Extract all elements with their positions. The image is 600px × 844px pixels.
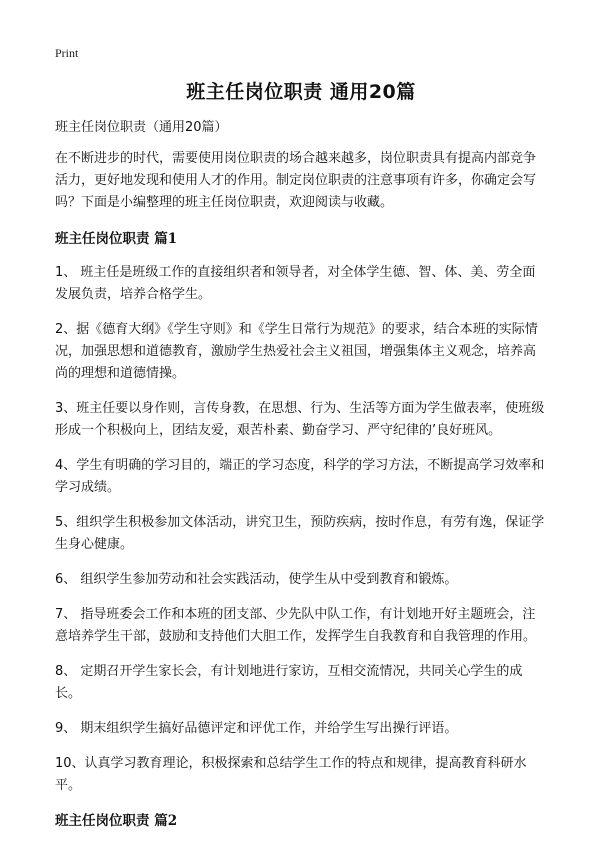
duty-item-2: 2、据《德育大纲》《学生守则》和《学生日常行为规范》的要求，结合本班的实际情况，加强思想和道德教育，激励学生热爱社会主义祖国，增强集体主义观念，培养高尚的理想和道德情操。 xyxy=(55,322,538,381)
duty-item-1: 1、 班主任是班级工作的直接组织者和领导者，对全体学生德、智、体、美、劳全面发展负责，培养合格学生。 xyxy=(55,265,536,302)
section-heading-2: 班主任岗位职责 篇2 xyxy=(55,813,178,829)
document-body xyxy=(55,78,547,844)
document-subtitle: 班主任岗位职责（通用20篇） xyxy=(55,120,228,135)
duty-item-8: 8、 定期召开学生家长会，有计划地进行家访，互相交流情况，共同关心学生的成长。 xyxy=(55,664,523,701)
duty-item-7: 7、 指导班委会工作和本班的团支部、少先队中队工作，有计划地开好主题班会，注意培养学生干部，鼓励和支持他们大胆工作，发挥学生自我教育和自我管理的作用。 xyxy=(55,607,537,644)
duty-item-10: 10、认真学习教育理论，积极探索和总结学生工作的特点和规律，提高教育科研水平。 xyxy=(55,756,527,793)
duty-item-5: 5、组织学生积极参加文体活动，讲究卫生，预防疾病，按时作息，有劳有逸，保证学生身心健康。 xyxy=(55,515,545,552)
duty-item-9: 9、 期末组织学生搞好品德评定和评优工作，并给学生写出操行评语。 xyxy=(55,721,458,736)
duty-item-3: 3、班主任要以身作则，言传身教，在思想、行为、生活等方面为学生做表率，使班级形成一个积极向上，团结友爱，艰苦朴素、勤奋学习、严守纪律的’良好班风。 xyxy=(55,401,545,438)
duty-item-4: 4、学生有明确的学习目的，端正的学习态度，科学的学习方法，不断提高学习效率和学习成绩。 xyxy=(55,458,545,495)
section-heading-1: 班主任岗位职责 篇1 xyxy=(55,231,178,247)
print-label[interactable]: Print xyxy=(55,46,79,60)
intro-paragraph: 在不断进步的时代，需要使用岗位职责的场合越来越多，岗位职责具有提高内部竞争活力，更好地发现和使用人才的作用。制定岗位职责的注意事项有许多，你确定会写吗？下面是小编整理的班主任岗位职责，欢迎阅读与收藏。 xyxy=(55,151,537,210)
document-title: 班主任岗位职责 通用20篇 xyxy=(186,81,416,103)
duty-item-6: 6、 组织学生参加劳动和社会实践活动，使学生从中受到教育和锻炼。 xyxy=(55,572,458,587)
